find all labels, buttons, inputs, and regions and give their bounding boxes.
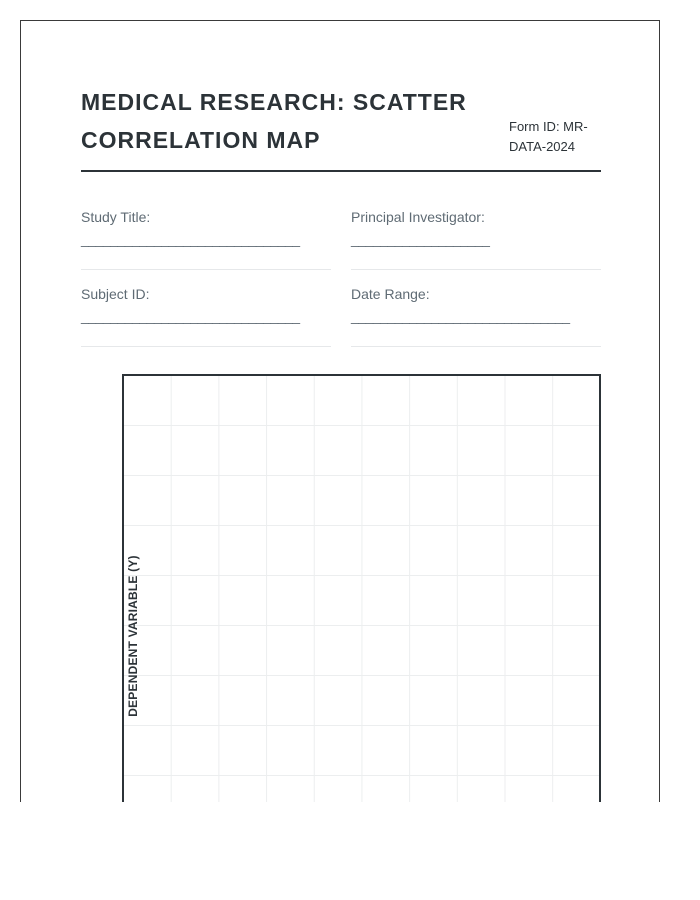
form-sheet bbox=[20, 20, 660, 802]
field-blank-line[interactable]: ______________________________ bbox=[81, 231, 300, 247]
scatter-plot-area[interactable] bbox=[122, 374, 601, 802]
form-header bbox=[81, 81, 601, 172]
date-range-field[interactable] bbox=[351, 286, 601, 347]
field-label: Subject ID: bbox=[81, 286, 150, 302]
page-title: MEDICAL RESEARCH: SCATTER CORRELATION MAP bbox=[81, 89, 467, 153]
subject-id-field[interactable] bbox=[81, 286, 331, 347]
field-blank-line[interactable]: ___________________ bbox=[351, 231, 490, 247]
study-title-field[interactable] bbox=[81, 209, 331, 270]
field-label: Principal Investigator: bbox=[351, 209, 485, 225]
form-id: Form ID: MR-DATA-2024 bbox=[509, 119, 588, 154]
y-axis-label: DEPENDENT VARIABLE (Y) bbox=[126, 555, 140, 717]
principal-investigator-field[interactable] bbox=[351, 209, 601, 270]
field-blank-line[interactable]: ______________________________ bbox=[351, 308, 570, 324]
field-blank-line[interactable]: ______________________________ bbox=[81, 308, 300, 324]
field-label: Study Title: bbox=[81, 209, 151, 225]
field-label: Date Range: bbox=[351, 286, 430, 302]
